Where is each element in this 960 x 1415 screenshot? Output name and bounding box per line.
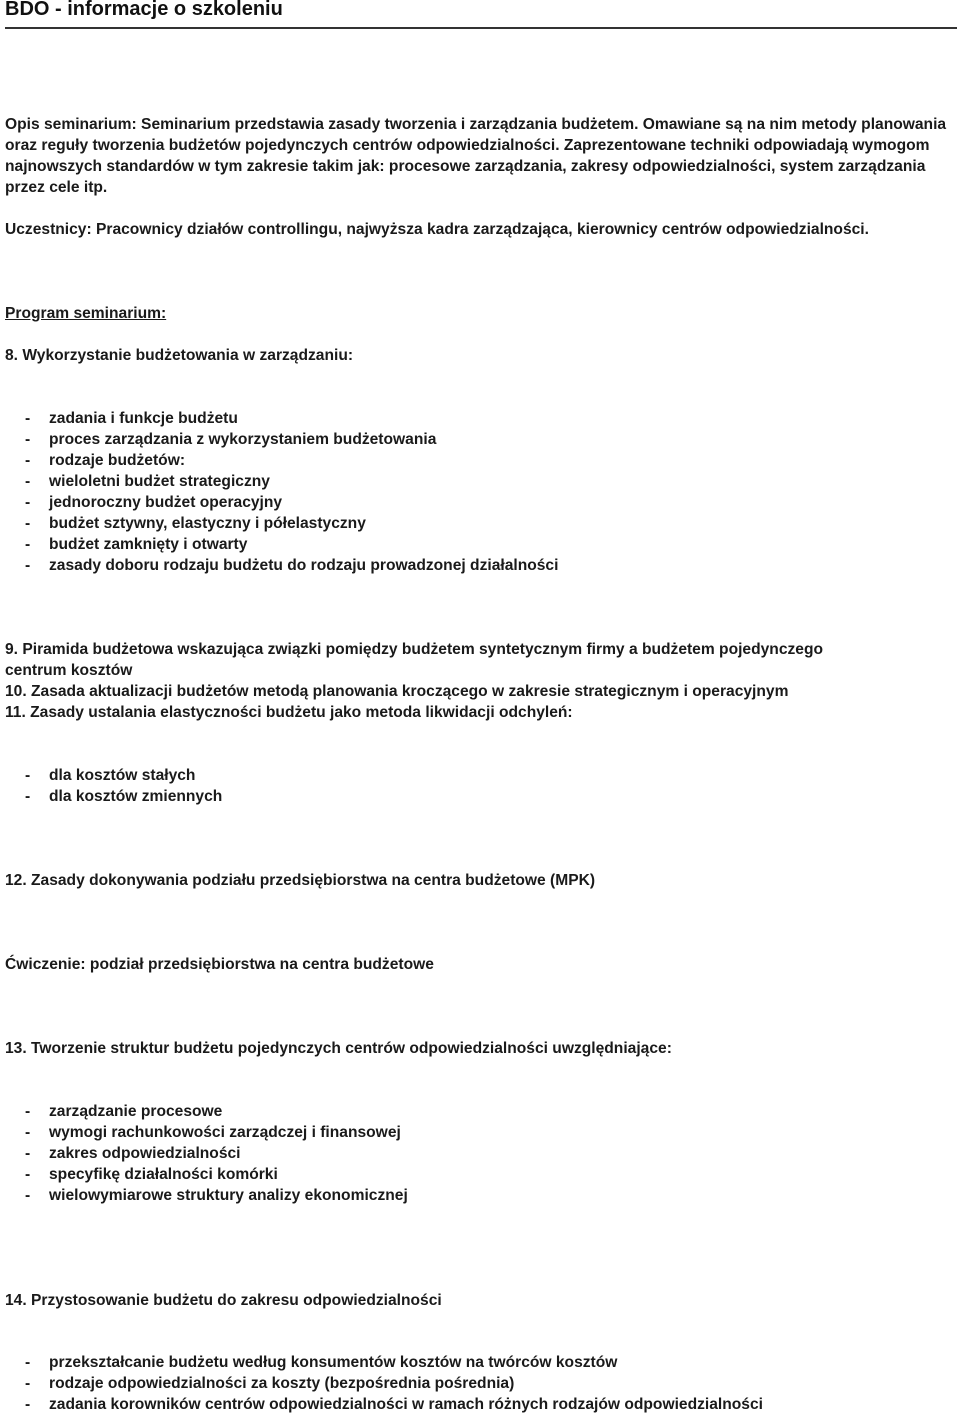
list-item xyxy=(25,1394,763,1415)
list-item-text: wymogi rachunkowości zarządczej i finansowej xyxy=(49,1124,401,1141)
list-item-text: zadania korowników centrów odpowiedzialności w ramach różnych rodzajów odpowiedzialności xyxy=(49,1396,763,1413)
list-item-text: dla kosztów stałych xyxy=(49,767,196,784)
list-dash: - xyxy=(25,1187,31,1204)
list-item-text: zarządzanie procesowe xyxy=(49,1103,223,1120)
list-item xyxy=(25,534,247,555)
list-item xyxy=(25,408,238,429)
list-dash: - xyxy=(25,1166,31,1183)
section-9-line-1: 9. Piramida budżetowa wskazująca związki pomiędzy budżetem syntetycznym firmy a budżetem pojedynczego xyxy=(5,641,824,658)
list-item xyxy=(25,1143,241,1164)
list-item-text: budżet sztywny, elastyczny i półelastyczny xyxy=(49,515,366,532)
list-dash: - xyxy=(25,494,31,511)
title-divider xyxy=(5,27,957,29)
list-dash: - xyxy=(25,410,31,427)
list-item xyxy=(25,1185,408,1206)
seminar-description: Opis seminarium: Seminarium przedstawia zasady tworzenia i zarządzania budżetem. Omawiane są na nim metody planowania oraz reguły tworzenia budżetów pojedynczych centrów odpowiedzialności. Zaprezentowane techniki odpowiadają wymogom najnowszych standardów w tym zakresie takim jak: procesowe zarządzania, zakresy odpowiedzialności, system zarządzania przez cele itp. xyxy=(5,116,947,196)
list-item-text: jednoroczny budżet operacyjny xyxy=(49,494,283,511)
list-item-text: przekształcanie budżetu według konsumentów kosztów na twórców kosztów xyxy=(49,1354,618,1371)
section-12-heading: 12. Zasady dokonywania podziału przedsiębiorstwa na centra budżetowe (MPK) xyxy=(5,872,596,889)
list-item-text: zadania i funkcje budżetu xyxy=(49,410,238,427)
section-8-heading: 8. Wykorzystanie budżetowania w zarządzaniu: xyxy=(5,347,354,364)
list-item xyxy=(25,513,366,534)
list-dash: - xyxy=(25,557,31,574)
list-dash: - xyxy=(25,1396,31,1413)
list-item xyxy=(25,555,558,576)
list-item xyxy=(25,765,195,786)
list-item-text: wielowymiarowe struktury analizy ekonomicznej xyxy=(49,1187,408,1204)
list-dash: - xyxy=(25,1354,31,1371)
list-item xyxy=(25,1373,514,1394)
list-item-text: specyfikę działalności komórki xyxy=(49,1166,278,1183)
list-item-text: rodzaje budżetów: xyxy=(49,452,186,469)
list-item-text: zasady doboru rodzaju budżetu do rodzaju prowadzonej działalności xyxy=(49,557,559,574)
list-item xyxy=(25,492,282,513)
section-13-heading: 13. Tworzenie struktur budżetu pojedynczych centrów odpowiedzialności uwzględniające: xyxy=(5,1040,672,1057)
exercise-heading: Ćwiczenie: podział przedsiębiorstwa na centra budżetowe xyxy=(5,956,434,973)
list-item xyxy=(25,1101,222,1122)
section-14-heading: 14. Przystosowanie budżetu do zakresu odpowiedzialności xyxy=(5,1292,442,1309)
section-10-heading: 10. Zasada aktualizacji budżetów metodą planowania kroczącego w zakresie strategicznym i operacyjnym xyxy=(5,683,789,700)
list-dash: - xyxy=(25,536,31,553)
list-dash: - xyxy=(25,1103,31,1120)
list-dash: - xyxy=(25,452,31,469)
list-dash: - xyxy=(25,1145,31,1162)
section-9-line-2: centrum kosztów xyxy=(5,662,133,679)
list-dash: - xyxy=(25,788,31,805)
program-heading: Program seminarium: xyxy=(5,305,167,322)
list-dash: - xyxy=(25,431,31,448)
list-item-text: zakres odpowiedzialności xyxy=(49,1145,241,1162)
list-dash: - xyxy=(25,473,31,490)
list-item xyxy=(25,450,185,471)
list-dash: - xyxy=(25,1124,31,1141)
list-item-text: budżet zamknięty i otwarty xyxy=(49,536,248,553)
participants-text: Uczestnicy: Pracownicy działów controllingu, najwyższa kadra zarządzająca, kierownicy centrów odpowiedzialności. xyxy=(5,221,869,238)
list-item xyxy=(25,786,222,807)
list-item xyxy=(25,471,270,492)
list-item-text: rodzaje odpowiedzialności za koszty (bezpośrednia pośrednia) xyxy=(49,1375,515,1392)
list-item xyxy=(25,1122,401,1143)
list-item xyxy=(25,1352,617,1373)
list-item xyxy=(25,1164,278,1185)
list-dash: - xyxy=(25,767,31,784)
list-dash: - xyxy=(25,1375,31,1392)
list-item-text: dla kosztów zmiennych xyxy=(49,788,223,805)
page-title: BDO - informacje o szkoleniu xyxy=(5,0,283,20)
list-item-text: wieloletni budżet strategiczny xyxy=(49,473,270,490)
list-dash: - xyxy=(25,515,31,532)
section-11-heading: 11. Zasady ustalania elastyczności budżetu jako metoda likwidacji odchyleń: xyxy=(5,704,573,721)
list-item xyxy=(25,429,436,450)
list-item-text: proces zarządzania z wykorzystaniem budżetowania xyxy=(49,431,437,448)
